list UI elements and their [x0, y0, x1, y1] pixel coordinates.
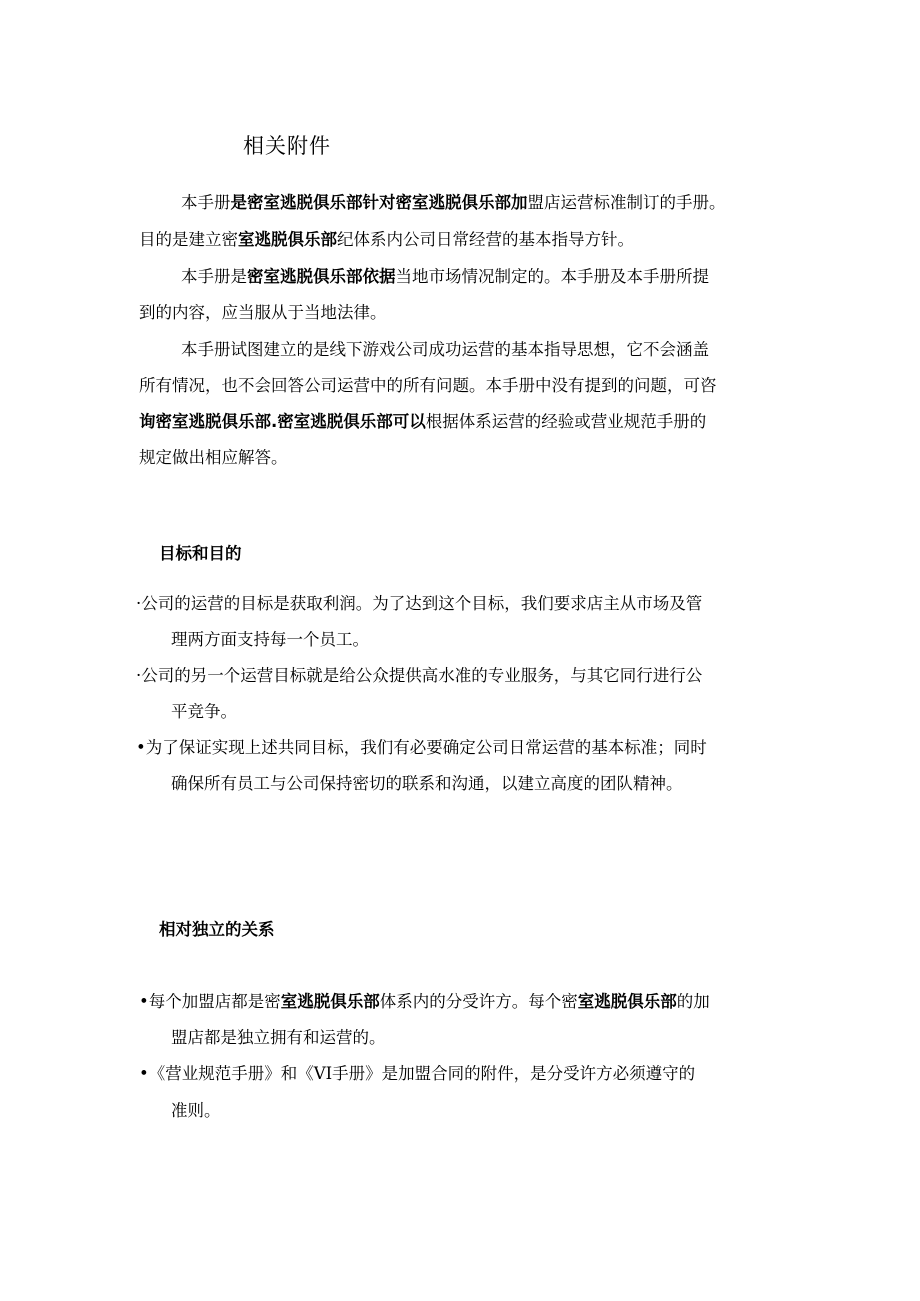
intro-p3-line2: 所有情况，也不会回答公司运营中的所有问题。本手册中没有提到的问题，可咨 — [139, 376, 717, 395]
goals-item1-line1: ·公司的运营的目标是获取利润。为了达到这个目标，我们要求店主从市场及管 — [136, 594, 703, 613]
goals-heading: 目标和目的 — [159, 544, 242, 563]
intro-p1-line1: 本手册是密室逃脱俱乐部针对密室逃脱俱乐部加盟店运营标准制订的手册。 — [181, 193, 726, 212]
relations-item2-line1: •《营业规范手册》和《VI手册》是加盟合同的附件，是分受许方必须遵守的 — [139, 1064, 696, 1083]
intro-p3-line1: 本手册试图建立的是线下游戏公司成功运营的基本指导思想，它不会涵盖 — [181, 340, 709, 359]
intro-p3-line3: 询密室逃脱俱乐部.密室逃脱俱乐部可以根据体系运营的经验或营业规范手册的 — [139, 412, 707, 431]
intro-p1-line2: 目的是建立密室逃脱俱乐部纪体系内公司日常经营的基本指导方针。 — [139, 230, 634, 249]
intro-p3-line4: 规定做出相应解答。 — [139, 448, 288, 467]
goals-item2-line2: 平竞争。 — [171, 702, 237, 721]
bullet: • — [139, 992, 149, 1011]
page-title: 相关附件 — [243, 134, 331, 158]
goals-item2-line1: ·公司的另一个运营目标就是给公众提供高水准的专业服务，与其它同行进行公 — [136, 666, 703, 685]
bullet: · — [136, 666, 142, 685]
bullet: · — [136, 594, 142, 613]
intro-p2-line2: 到的内容，应当服从于当地法律。 — [139, 303, 387, 322]
bullet: • — [136, 738, 146, 757]
intro-p2-line1: 本手册是密室逃脱俱乐部依据当地市场情况制定的。本手册及本手册所提 — [181, 267, 709, 286]
bullet: • — [139, 1064, 149, 1083]
relations-item1-line1: •每个加盟店都是密室逃脱俱乐部体系内的分受许方。每个密室逃脱俱乐部的加 — [139, 992, 710, 1011]
relations-item2-line2: 准则。 — [171, 1101, 221, 1120]
relations-item1-line2: 盟店都是独立拥有和运营的。 — [171, 1028, 386, 1047]
goals-item3-line2: 确保所有员工与公司保持密切的联系和沟通，以建立高度的团队精神。 — [171, 774, 683, 793]
relations-heading: 相对独立的关系 — [159, 920, 275, 939]
goals-item1-line2: 理两方面支持每一个员工。 — [171, 630, 369, 649]
goals-item3-line1: •为了保证实现上述共同目标，我们有必要确定公司日常运营的基本标准；同时 — [136, 738, 707, 757]
